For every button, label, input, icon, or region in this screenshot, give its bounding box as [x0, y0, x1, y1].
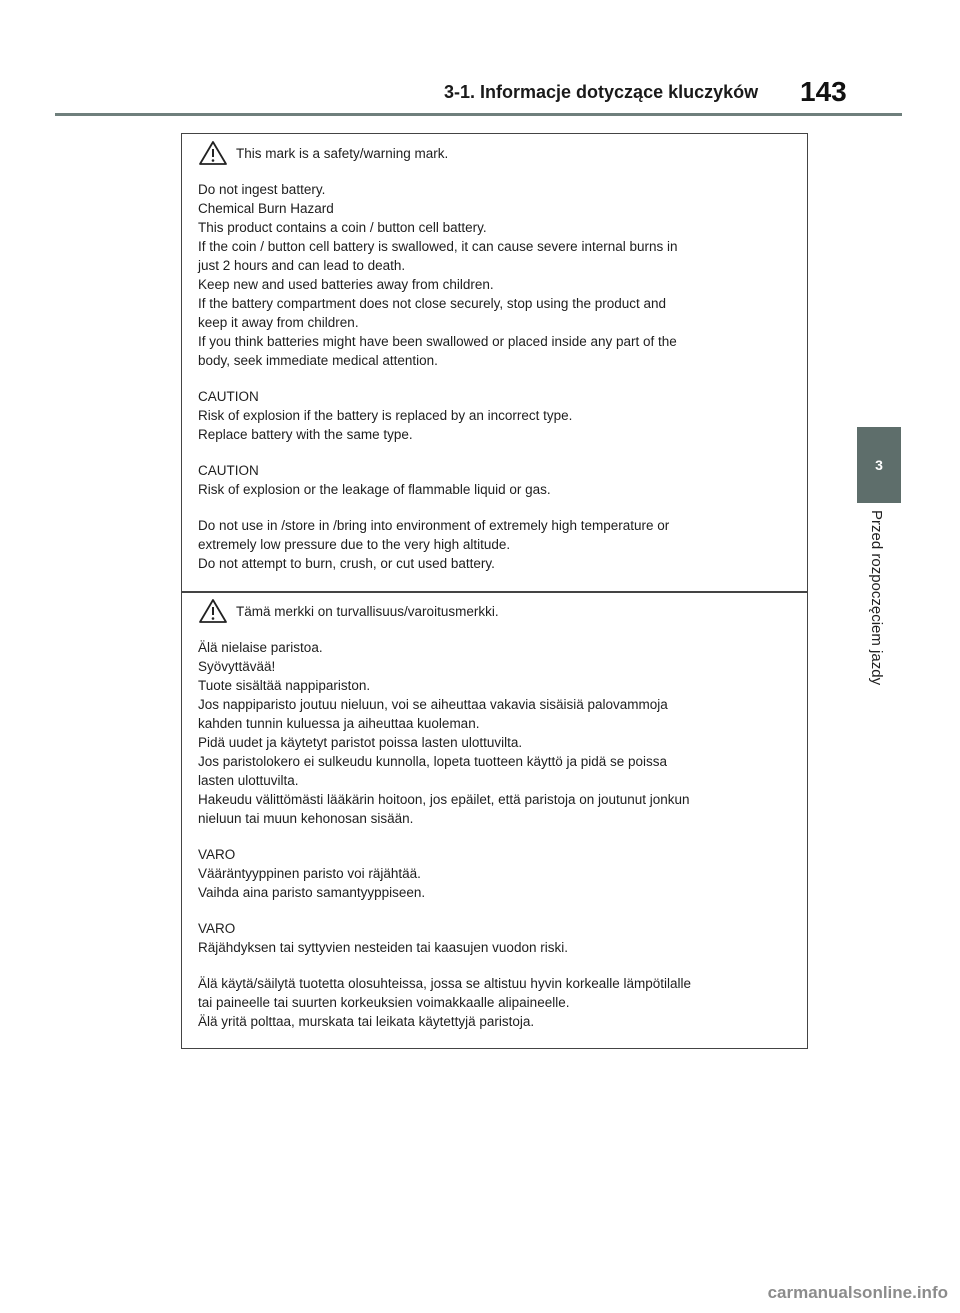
text-line: Tuote sisältää nappipariston.	[198, 678, 371, 693]
text-line: Älä nielaise paristoa.	[198, 640, 323, 655]
text-line: body, seek immediate medical attention.	[198, 353, 438, 368]
text-line: CAUTION	[198, 463, 259, 478]
text-line: If you think batteries might have been swallowed or placed inside any part of the	[198, 334, 677, 349]
text-line: Jos nappiparisto joutuu nieluun, voi se aiheuttaa vakavia sisäisiä palovammoja	[198, 697, 668, 712]
paragraph	[198, 974, 791, 1031]
header-title: 3-1. Informacje dotyczące kluczyków	[444, 82, 759, 102]
paragraph	[198, 180, 791, 370]
paragraph	[198, 516, 791, 573]
warning-panel-english	[181, 133, 808, 593]
mark-line	[198, 140, 791, 166]
paragraph	[198, 387, 791, 444]
paragraph	[198, 461, 791, 499]
chapter-label: Przed rozpoczęciem jazdy	[868, 510, 885, 686]
text-line: VARO	[198, 847, 236, 862]
text-line: Hakeudu välittömästi lääkärin hoitoon, jos epäilet, että paristoja on joutunut jonkun	[198, 792, 690, 807]
chapter-tab	[857, 427, 901, 503]
text-line: Räjähdyksen tai syttyvien nesteiden tai kaasujen vuodon riski.	[198, 940, 568, 955]
warning-panel-finnish	[181, 591, 808, 1049]
mark-line	[198, 598, 791, 624]
text-line: Syövyttävää!	[198, 659, 276, 674]
text-line: Älä käytä/säilytä tuotetta olosuhteissa, jossa se altistuu hyvin korkealle lämpötilalle	[198, 976, 692, 991]
text-line: nieluun tai muun kehonosan sisään.	[198, 811, 414, 826]
paragraph	[198, 919, 791, 957]
text-line: Chemical Burn Hazard	[198, 201, 334, 216]
text-line: Replace battery with the same type.	[198, 427, 413, 442]
text-line: Vaihda aina paristo samantyyppiseen.	[198, 885, 426, 900]
text-line: extremely low pressure due to the very high altitude.	[198, 537, 511, 552]
text-line: Do not ingest battery.	[198, 182, 326, 197]
text-line: Risk of explosion or the leakage of flammable liquid or gas.	[198, 482, 551, 497]
text-line: kahden tunnin kuluessa ja aiheuttaa kuoleman.	[198, 716, 480, 731]
text-line: Jos paristolokero ei sulkeudu kunnolla, lopeta tuotteen käyttö ja pidä se poissa	[198, 754, 668, 769]
header-rule	[55, 113, 902, 116]
paragraph-list	[198, 180, 791, 573]
text-line: Pidä uudet ja käytetyt paristot poissa lasten ulottuvilta.	[198, 735, 523, 750]
page-number: 143	[800, 76, 847, 107]
text-line: Do not attempt to burn, crush, or cut used battery.	[198, 556, 495, 571]
text-line: This product contains a coin / button cell battery.	[198, 220, 487, 235]
text-line: VARO	[198, 921, 236, 936]
text-line: Keep new and used batteries away from children.	[198, 277, 494, 292]
warning-triangle-icon	[198, 598, 228, 624]
text-line: Do not use in /store in /bring into environment of extremely high temperature or	[198, 518, 670, 533]
text-line: If the battery compartment does not close securely, stop using the product and	[198, 296, 667, 311]
text-line: If the coin / button cell battery is swallowed, it can cause severe internal burns in	[198, 239, 678, 254]
text-line: Vääräntyyppinen paristo voi räjähtää.	[198, 866, 421, 881]
mark-text: This mark is a safety/warning mark.	[236, 145, 449, 161]
warning-triangle-icon	[198, 140, 228, 166]
mark-text: Tämä merkki on turvallisuus/varoitusmerkki.	[236, 603, 499, 619]
text-line: Risk of explosion if the battery is replaced by an incorrect type.	[198, 408, 573, 423]
chapter-number: 3	[875, 457, 883, 473]
text-line: Älä yritä polttaa, murskata tai leikata käytettyjä paristoja.	[198, 1014, 535, 1029]
text-line: just 2 hours and can lead to death.	[198, 258, 406, 273]
text-line: lasten ulottuvilta.	[198, 773, 299, 788]
text-line: CAUTION	[198, 389, 259, 404]
text-line: keep it away from children.	[198, 315, 359, 330]
footer-watermark: carmanualsonline.info	[767, 1283, 948, 1302]
paragraph-list	[198, 638, 791, 1031]
text-line: tai paineelle tai suurten korkeuksien voimakkaalle alipaineelle.	[198, 995, 570, 1010]
paragraph	[198, 638, 791, 828]
paragraph	[198, 845, 791, 902]
